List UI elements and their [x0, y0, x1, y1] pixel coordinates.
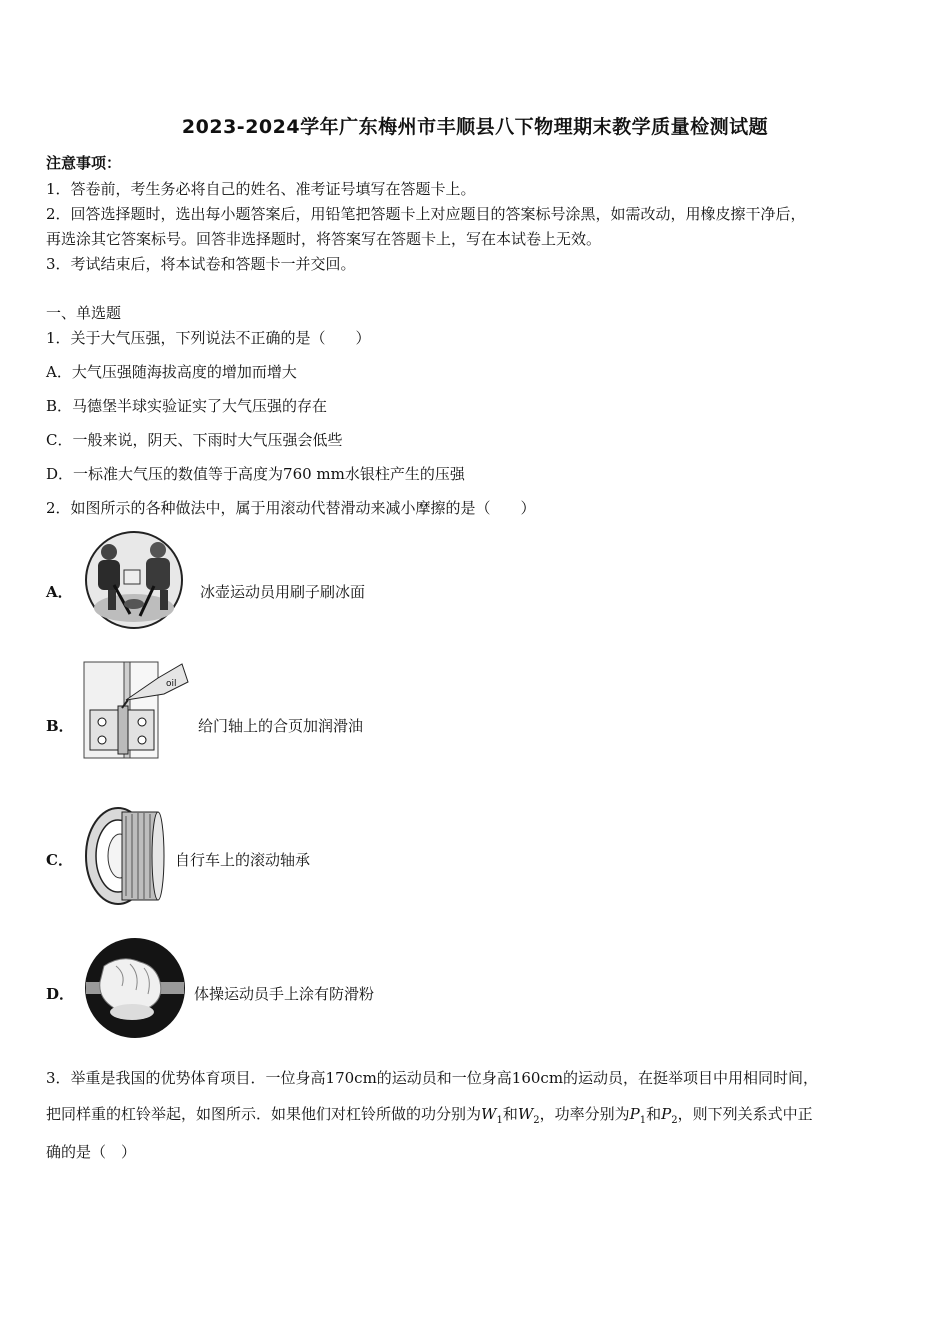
hinge-oil-image	[82, 660, 190, 760]
q1-option-b: B．马德堡半球实验证实了大气压强的存在	[46, 397, 328, 415]
q2-option-b-letter: B．	[46, 717, 74, 735]
q2-option-d-text: 体操运动员手上涂有防滑粉	[194, 985, 375, 1003]
q1-stem: 1．关于大气压强，下列说法不正确的是（ ）	[46, 329, 371, 347]
q2-option-a-text: 冰壶运动员用刷子刷冰面	[200, 583, 366, 601]
page-title: 2023-2024学年广东梅州市丰顺县八下物理期末教学质量检测试题	[181, 116, 769, 138]
q3-w2-sub: 2	[533, 1115, 540, 1126]
notice-item-2-cont: 再选涂其它答案标号。回答非选择题时，将答案写在答题卡上，写在本试卷上无效。	[46, 230, 602, 248]
q2-option-d-letter: D．	[46, 985, 75, 1003]
q3-and-1: 和	[502, 1105, 518, 1123]
q2-option-a-letter: A．	[46, 583, 73, 601]
q2-option-c-text: 自行车上的滚动轴承	[175, 851, 311, 869]
notice-item-1: 1．答卷前，考生务必将自己的姓名、准考证号填写在答题卡上。	[46, 180, 476, 198]
q3-p1-sub: 1	[639, 1115, 647, 1126]
q3-line-2-text-c: ，则下列关系式中正	[677, 1105, 813, 1123]
q2-option-c-letter: C．	[46, 851, 73, 869]
q3-line-1: 3．举重是我国的优势体育项目．一位身高170cm的运动员和一位身高160cm的运动员，在挺举项目中用相同时间，	[46, 1069, 819, 1087]
q3-line-2-text-a: 把同样重的杠铃举起，如图所示．如果他们对杠铃所做的功分别为	[46, 1105, 482, 1123]
q3-and-2: 和	[646, 1105, 662, 1123]
gymnast-hands-image	[82, 936, 188, 1040]
curling-image	[84, 530, 190, 630]
q1-option-a: A．大气压强随海拔高度的增加而增大	[46, 363, 297, 381]
q1-option-d: D．一标准大气压的数值等于高度为760 mm水银柱产生的压强	[46, 465, 465, 483]
q3-p2-sub: 2	[671, 1115, 678, 1126]
q2-option-b-text: 给门轴上的合页加润滑油	[198, 717, 364, 735]
q2-stem: 2．如图所示的各种做法中，属于用滚动代替滑动来减小摩擦的是（ ）	[46, 499, 536, 517]
q3-line-3: 确的是（ ）	[46, 1143, 137, 1161]
q3-line-2	[46, 1103, 813, 1126]
q1-option-c: C．一般来说，阴天、下雨时大气压强会低些	[46, 431, 343, 449]
q3-w2-symbol: W	[517, 1105, 534, 1123]
notice-item-3: 3．考试结束后，将本试卷和答题卡一并交回。	[46, 255, 356, 273]
bearing-image	[82, 804, 166, 908]
notice-item-2: 2．回答选择题时，选出每小题答案后，用铅笔把答题卡上对应题目的答案标号涂黑，如需改动，用橡皮擦干净后，	[46, 205, 806, 223]
q3-w1-symbol: W	[481, 1105, 497, 1123]
q3-line-2-text-b: ，功率分别为	[539, 1105, 630, 1123]
notice-heading: 注意事项：	[46, 154, 122, 172]
section-heading: 一、单选题	[46, 304, 122, 322]
svg-text:oil: oil	[166, 679, 177, 689]
q3-p2-symbol: P	[661, 1105, 672, 1123]
q3-w1-sub: 1	[496, 1115, 503, 1126]
q3-p1-symbol: P	[629, 1105, 640, 1123]
